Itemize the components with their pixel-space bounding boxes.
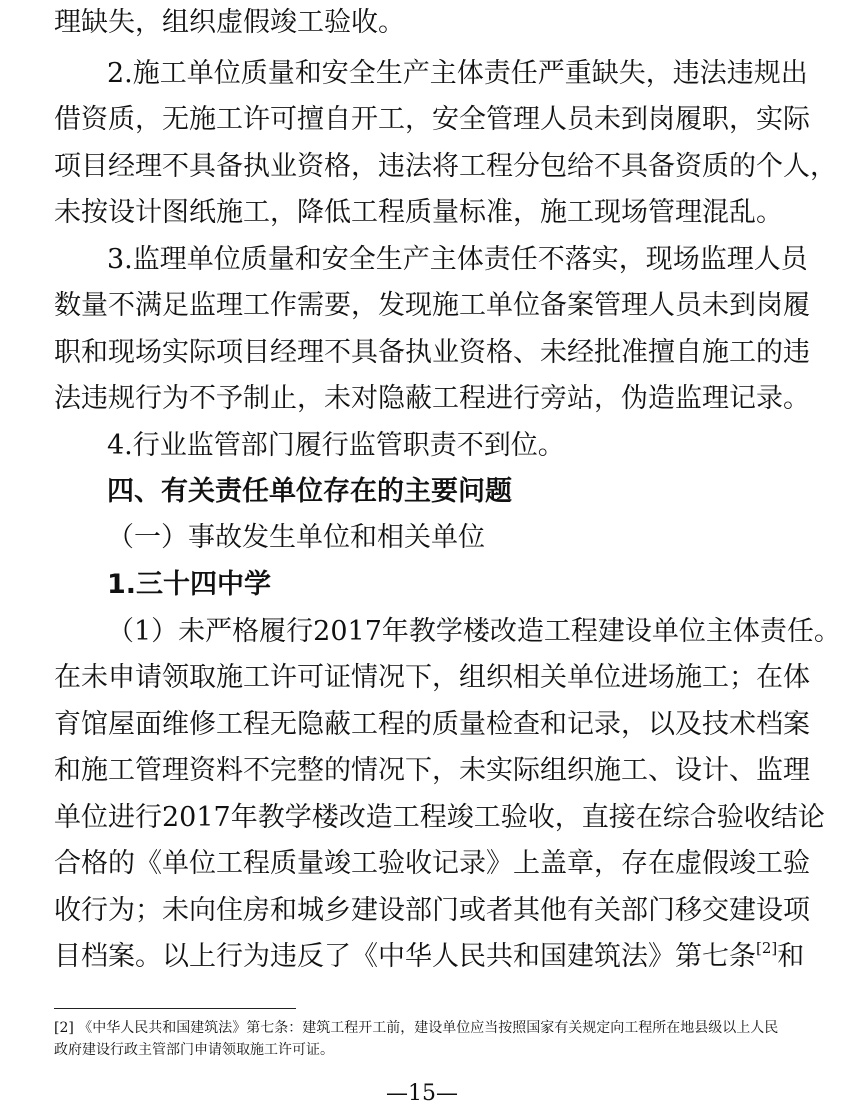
footnote-reference[interactable]: [2] <box>756 939 778 957</box>
text-line: 和施工管理资料不完整的情况下，未实际组织施工、设计、监理 <box>54 755 810 786</box>
paragraph-item-1-start: （1）未严格履行2017年教学楼改造工程建设单位主体责任。 <box>107 616 841 647</box>
item-heading: 1.三十四中学 <box>107 569 272 600</box>
text-line: 育馆屋面维修工程无隐蔽工程的质量检查和记录，以及技术档案 <box>54 709 810 740</box>
footnote-divider <box>54 1008 296 1009</box>
section-heading: 四、有关责任单位存在的主要问题 <box>107 476 512 507</box>
text-line: 理缺失，组织虚假竣工验收。 <box>54 7 405 38</box>
footnote-line: [2] 《中华人民共和国建筑法》第七条：建筑工程开工前，建设单位应当按照国家有关规定向工程所在地县级以上人民 <box>54 1020 779 1036</box>
text-line: 收行为；未向住房和城乡建设部门或者其他有关部门移交建设项 <box>54 895 810 926</box>
text-line: 合格的《单位工程质量竣工验收记录》上盖章，存在虚假竣工验 <box>54 848 810 879</box>
text-line: 法违规行为不予制止，未对隐蔽工程进行旁站，伪造监理记录。 <box>54 383 810 414</box>
text-line: 单位进行2017年教学楼改造工程竣工验收，直接在综合验收结论 <box>54 802 825 833</box>
text-segment: 和 <box>777 941 805 972</box>
paragraph-4: 4.行业监管部门履行监管职责不到位。 <box>107 430 565 461</box>
paragraph-2-start: 2.施工单位质量和安全生产主体责任严重缺失，违法违规出 <box>107 58 808 89</box>
text-segment: 目档案。以上行为违反了《中华人民共和国建筑法》第七条 <box>54 941 756 972</box>
subsection-heading: （一）事故发生单位和相关单位 <box>107 522 485 553</box>
footnote-line: 政府建设行政主管部门申请领取施工许可证。 <box>54 1042 334 1058</box>
text-line: 未按设计图纸施工，降低工程质量标准，施工现场管理混乱。 <box>54 197 783 228</box>
text-line: 项目经理不具备执业资格，违法将工程分包给不具备资质的个人， <box>54 151 837 182</box>
paragraph-3-start: 3.监理单位质量和安全生产主体责任不落实，现场监理人员 <box>107 244 808 275</box>
text-line: 在未申请领取施工许可证情况下，组织相关单位进场施工；在体 <box>54 662 810 693</box>
text-line: 数量不满足监理工作需要，发现施工单位备案管理人员未到岗履 <box>54 290 810 321</box>
page-number: —15— <box>386 1081 458 1106</box>
text-line: 职和现场实际项目经理不具备执业资格、未经批准擅自施工的违 <box>54 337 810 368</box>
text-line-with-footnote-ref <box>54 939 805 974</box>
text-line: 借资质，无施工许可擅自开工，安全管理人员未到岗履职，实际 <box>54 104 810 135</box>
